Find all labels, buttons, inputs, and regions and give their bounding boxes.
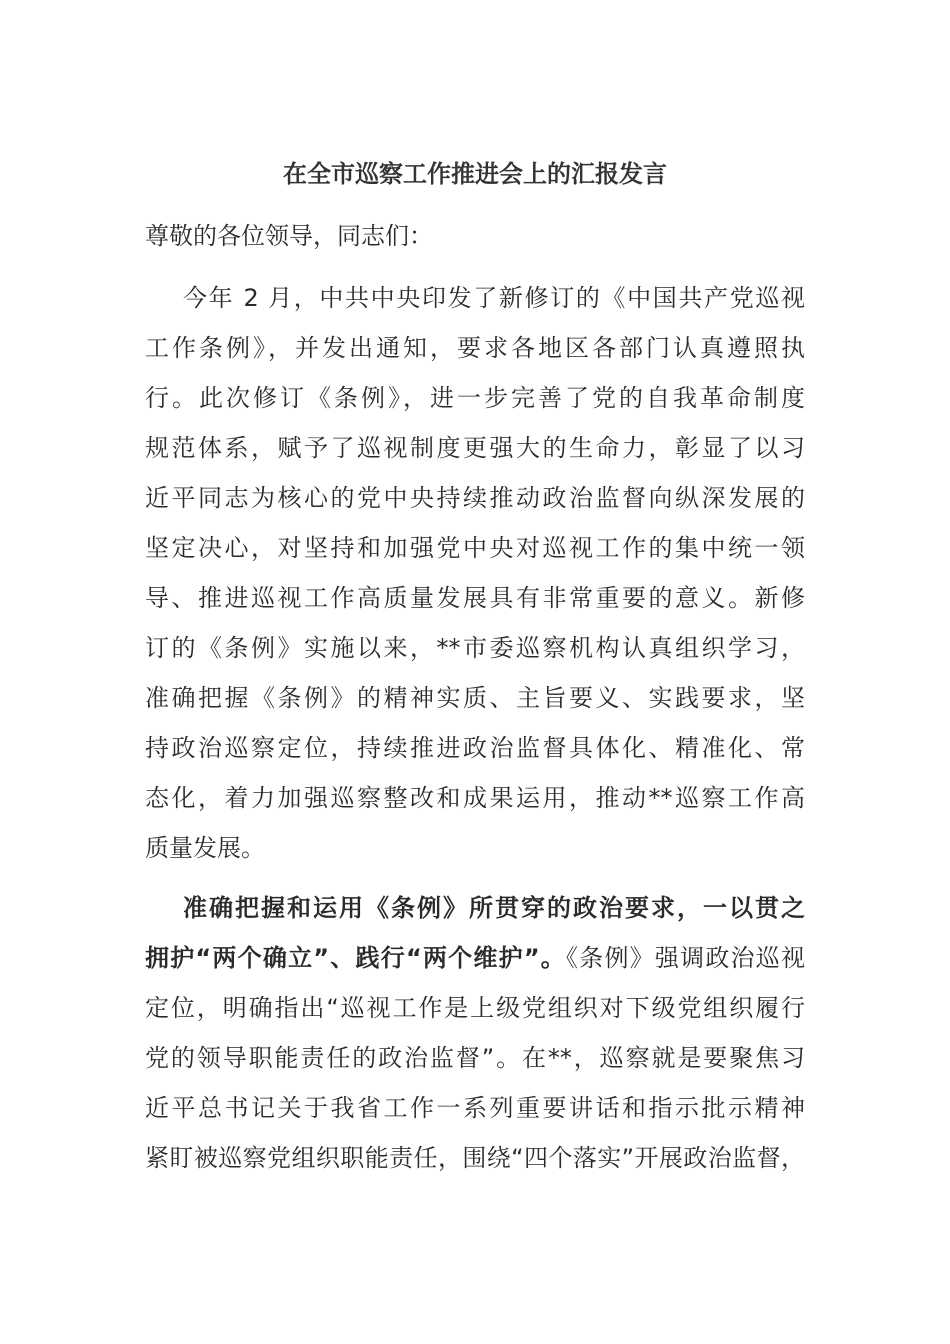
paragraph1-line: 持政治巡察定位，持续推进政治监督具体化、精准化、常: [145, 734, 805, 762]
paragraph1-line: 今年 2 月，中共中央印发了新修订的《中国共产党巡视: [183, 284, 805, 312]
paragraph2-heading-end: 拥护“两个确立”、践行“两个维护”。: [145, 944, 567, 972]
document-title: 在全市巡察工作推进会上的汇报发言: [283, 160, 667, 188]
paragraph2-line: 紧盯被巡察党组织职能责任，围绕“四个落实”开展政治监督，: [145, 1144, 805, 1172]
paragraph2-line: 定位，明确指出“巡视工作是上级党组织对下级党组织履行: [145, 994, 805, 1022]
paragraph1-line: 订的《条例》实施以来，**市委巡察机构认真组织学习，: [145, 634, 805, 662]
paragraph2-text-start: 《条例》强调政治巡视: [566, 944, 805, 972]
paragraph2-line: 近平总书记关于我省工作一系列重要讲话和指示批示精神: [145, 1094, 805, 1122]
paragraph1-line: 质量发展。: [145, 834, 265, 862]
paragraph1-line: 近平同志为核心的党中央持续推动政治监督向纵深发展的: [145, 484, 805, 512]
paragraph1-line: 准确把握《条例》的精神实质、主旨要义、实践要求，坚: [145, 684, 805, 712]
paragraph1-line: 工作条例》，并发出通知，要求各地区各部门认真遵照执: [145, 334, 805, 362]
paragraph1-line: 态化，着力加强巡察整改和成果运用，推动**巡察工作高: [145, 784, 805, 812]
paragraph1-line: 坚定决心，对坚持和加强党中央对巡视工作的集中统一领: [145, 534, 805, 562]
paragraph1-line: 导、推进巡视工作高质量发展具有非常重要的意义。新修: [145, 584, 805, 612]
paragraph1-line: 行。此次修订《条例》，进一步完善了党的自我革命制度: [145, 384, 805, 412]
salutation: 尊敬的各位领导，同志们：: [145, 222, 433, 250]
paragraph2-line: 党的领导职能责任的政治监督”。在**，巡察就是要聚焦习: [145, 1044, 805, 1072]
paragraph2-heading-line: 准确把握和运用《条例》所贯穿的政治要求，一以贯之: [183, 894, 805, 922]
paragraph2-mixed-line: [145, 938, 805, 978]
paragraph1-line: 规范体系，赋予了巡视制度更强大的生命力，彰显了以习: [145, 434, 805, 462]
